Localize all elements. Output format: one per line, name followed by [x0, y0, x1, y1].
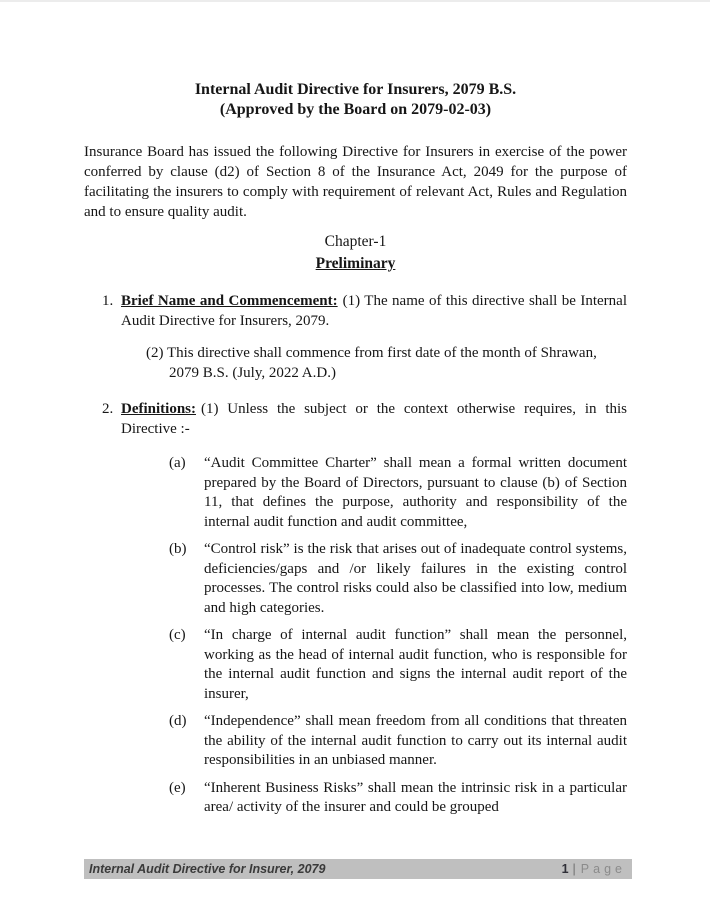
- section-text: (1) Unless the subject or the context otherwise requires, in this Directive :-: [121, 401, 627, 437]
- definition-text: “Audit Committee Charter” shall mean a formal written document prepared by the Board of Directors, pursuant to clause (b) of Section 11, that defines the purpose, authority and responsibility of the internal audit function and audit committee,: [204, 455, 627, 530]
- section-heading: Brief Name and Commencement:: [121, 293, 338, 309]
- section-heading: Definitions:: [121, 401, 196, 417]
- page-word: Page: [580, 862, 626, 876]
- section-text: (1) The name of this directive shall be Internal Audit Directive for Insurers, 2079.: [121, 293, 627, 329]
- page-content: [84, 80, 627, 818]
- definition-item-b: [84, 540, 627, 618]
- definition-label: (c): [169, 627, 186, 643]
- page-separator: |: [572, 862, 576, 876]
- document-subtitle: (Approved by the Board on 2079-02-03): [219, 101, 492, 118]
- definition-text: “Inherent Business Risks” shall mean the intrinsic risk in a particular area/ activity of the insurer and could be grouped: [204, 779, 627, 815]
- definition-text: “Control risk” is the risk that arises out of inadequate control systems, deficiencies/gaps and /or likely failures in the existing control processes. The control risks could also be classified into low, medium and high categories.: [204, 541, 627, 616]
- definition-item-d: [84, 712, 627, 771]
- document-title: Internal Audit Directive for Insurers, 2079 B.S.: [194, 81, 517, 98]
- section-number: 2.: [102, 401, 114, 417]
- chapter-heading: [84, 231, 627, 275]
- definition-label: (a): [169, 455, 186, 471]
- section-item-2: [84, 399, 627, 439]
- definitions-list: [84, 454, 627, 818]
- subclause-2: (2) This directive shall commence from first date of the month of Shrawan, 2079 B.S. (July, 2022 A.D.): [146, 345, 597, 381]
- section-body: [121, 399, 627, 439]
- definition-item-c: [84, 626, 627, 704]
- footer-bar: [84, 859, 632, 879]
- chapter-label: Chapter-1: [324, 233, 387, 250]
- definition-item-e: [84, 779, 627, 818]
- section-number: 1.: [102, 293, 114, 309]
- definition-item-a: [84, 454, 627, 532]
- footer-page-indicator: [562, 862, 626, 876]
- section-item-1: [84, 291, 627, 331]
- page-number: 1: [561, 862, 569, 876]
- title-block: [84, 80, 627, 120]
- intro-paragraph: Insurance Board has issued the following Directive for Insurers in exercise of the power conferred by clause (d2) of Section 8 of the Insurance Act, 2049 for the purpose of facilitating the insurers to comply with requirement of relevant Act, Rules and Regulation and to ensure quality audit.: [84, 144, 627, 220]
- definition-text: “Independence” shall mean freedom from all conditions that threaten the ability of the internal audit function to carry out its internal audit responsibilities in an unbiased manner.: [204, 713, 627, 768]
- definition-label: (d): [169, 713, 187, 729]
- definition-label: (b): [169, 541, 187, 557]
- chapter-name: Preliminary: [315, 255, 396, 272]
- definition-text: “In charge of internal audit function” shall mean the personnel, working as the head of internal audit function, who is responsible for the internal audit function and signs the internal audit report of the insurer,: [204, 627, 627, 702]
- footer-document-title: Internal Audit Directive for Insurer, 2079: [89, 862, 326, 876]
- section-body: [121, 291, 627, 331]
- definition-label: (e): [169, 779, 186, 796]
